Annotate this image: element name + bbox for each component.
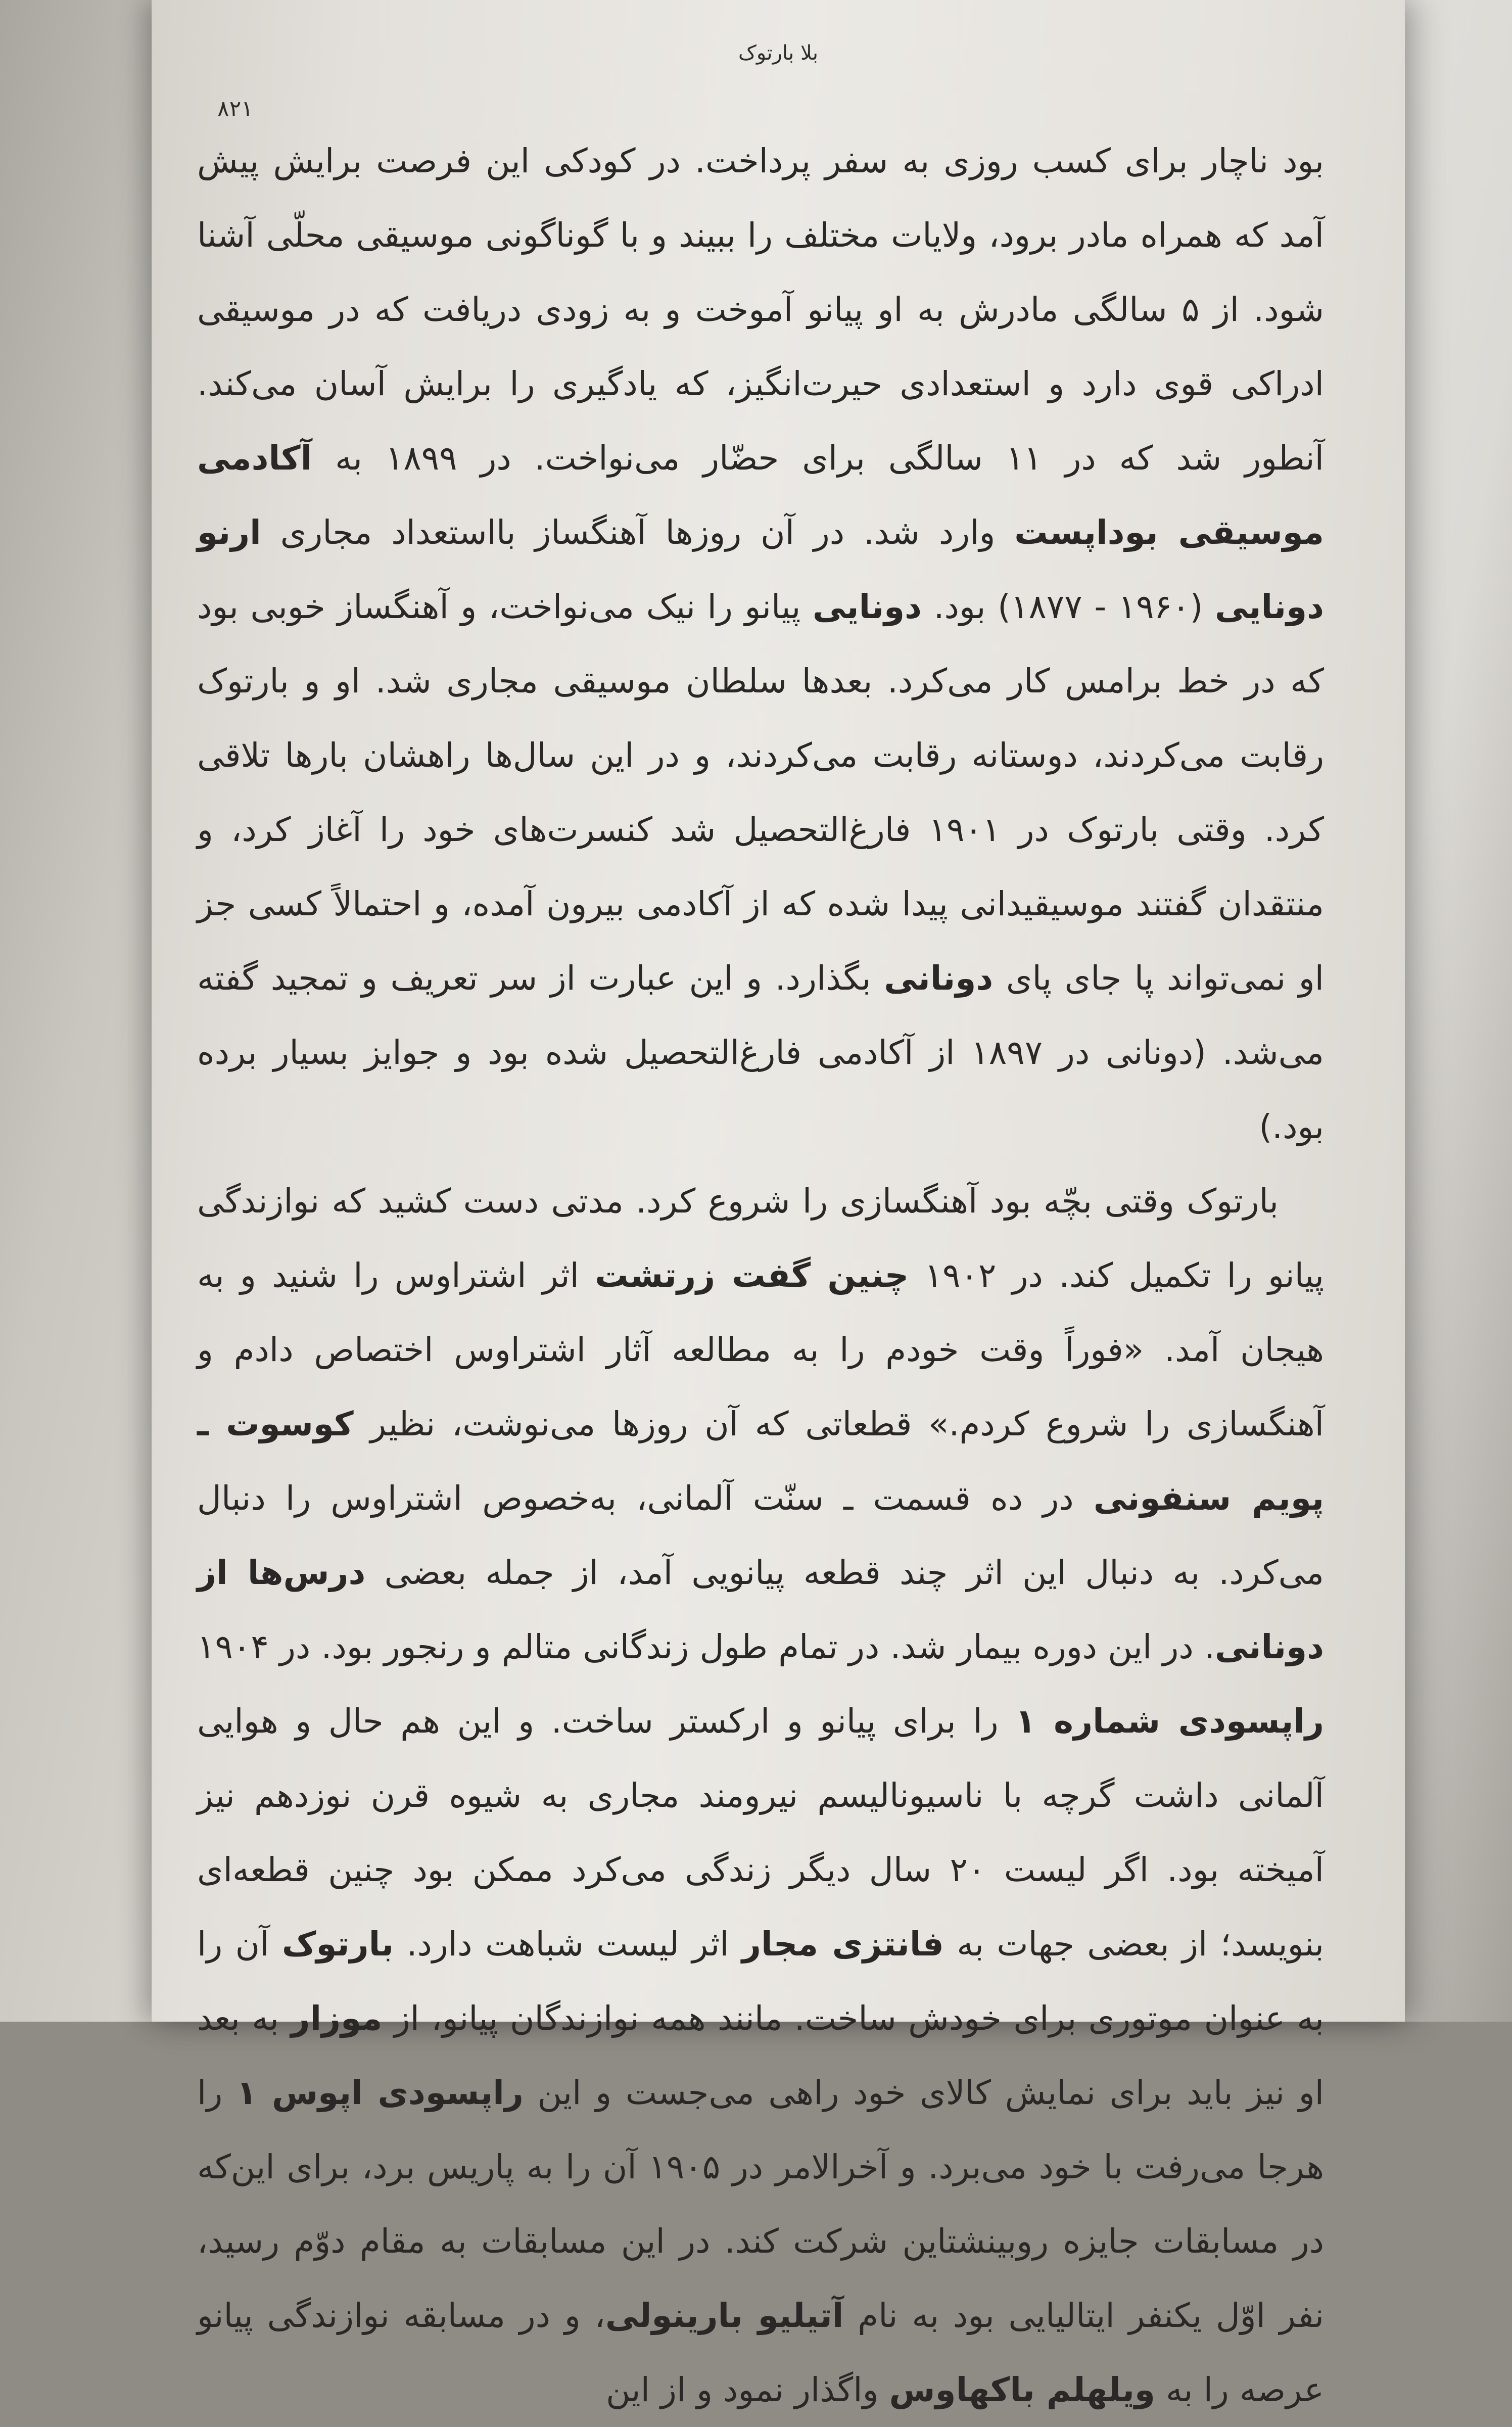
bold-term: آتیلیو بارینولی <box>605 2296 844 2335</box>
bold-term: ویلهلم باکهاوس <box>889 2370 1155 2409</box>
text-segment: ، و در مسابقه نوازندگی پیانو عرصه را به <box>197 2296 1324 2409</box>
book-page <box>152 0 1405 2409</box>
text-segment: بود ناچار برای کسب روزی به سفر پرداخت. در کودکی این فرصت برایش پیش آمد که همراه مادر برود، ولایات مختلف را ببیند و با گوناگونی موسیقی محلّی آشنا شود. از ۵ سالگی مادرش به او پیانو آموخت و به زودی دریافت که در موسیقی ادراکی قوی دارد و استعدادی حیرت‌انگیز، که یادگیری را برایش آسان می‌کند. آنطور شد که در ۱۱ سالگی برای حضّار می‌نواخت. در ۱۸۹۹ به <box>197 142 1325 478</box>
text-segment: را هرجا می‌رفت با خود می‌برد. و آخرالامر در ۱۹۰۵ آن را به پاریس برد، برای این‌که در مسابقات جایزه روبینشتاین شرکت کند. در این مسابقات به مقام دوّم رسید، نفر اوّل یکنفر ایتالیایی بود به نام <box>197 2073 1325 2335</box>
text-segment: . در این دوره بیمار شد. در تمام طول زندگانی متالم و رنجور بود. در ۱۹۰۴ <box>197 1627 1215 1666</box>
text-segment: بارتوک وقتی بچّه بود آهنگسازی را شروع کرد. مدتی دست کشید که نوازندگی پیانو را تکمیل کند. در ۱۹۰۲ <box>197 1182 1324 1295</box>
bold-term: موزار <box>291 1999 383 2038</box>
bold-term: کوسوت ـ پویم سنفونی <box>197 1405 1324 1518</box>
bold-term: فانتزی مجار <box>741 1925 944 1964</box>
text-segment: واگذار نمود و از این <box>606 2370 889 2409</box>
bold-term: راپسودی شماره ۱ <box>1015 1702 1324 1741</box>
paragraph-2 <box>197 1164 1324 2427</box>
bold-term: دونایی <box>813 587 922 626</box>
text-segment: را برای پیانو و ارکستر ساخت. و این هم حال و هوایی آلمانی داشت گرچه با ناسیونالیسم نیرومند مجاری به شیوه قرن نوزدهم نیز آمیخته بود. اگر لیست ۲۰ سال دیگر زندگی می‌کرد ممکن بود چنین قطعه‌ای بنویسد؛ از بعضی جهات به <box>197 1702 1325 1964</box>
bold-term: درس‌ها از دونانی <box>197 1553 1324 1666</box>
text-segment: اثر لیست شباهت دارد. <box>394 1925 742 1964</box>
text-segment: بگذارد. و این عبارت از سر تعریف و تمجید گفته می‌شد. (دونانی در ۱۸۹۷ از آکادمی فارغ‌التحصیل شده بود و جوایز بسیار برده بود.) <box>197 959 1325 1146</box>
text-segment: اثر اشتراوس را شنید و به هیجان آمد. «فوراً وقت خودم را به مطالعه آثار اشتراوس اختصاص دادم و آهنگسازی را شروع کردم.» قطعاتی که آن روزها می‌نوشت، نظیر <box>197 1256 1324 1443</box>
text-segment: آن را به عنوان موتوری برای خودش ساخت. مانند همه نوازندگان پیانو، از <box>197 1925 1324 2038</box>
text-segment: به بعد او نیز باید برای نمایش کالای خود راهی می‌جست و این <box>197 1999 1324 2112</box>
text-segment: (۱۹۶۰ - ۱۸۷۷) بود. <box>922 587 1215 626</box>
page-number: ۸۲۱ <box>217 96 253 122</box>
bold-term: ارنو دونایی <box>197 513 1325 626</box>
bold-term: چنین گفت زرتشت <box>595 1256 909 1295</box>
bold-term: دونانی <box>884 959 994 998</box>
text-segment: وارد شد. در آن روزها آهنگساز بااستعداد مجاری <box>261 513 1015 552</box>
running-header: بلا بارتوک <box>738 41 818 65</box>
text-segment: در ده قسمت ـ سنّت آلمانی، به‌خصوص اشتراوس را دنبال می‌کرد. به دنبال این اثر چند قطعه پیانویی آمد، از جمله بعضی <box>197 1479 1324 1592</box>
text-segment: پیانو را نیک می‌نواخت، و آهنگساز خوبی بود که در خط برامس کار می‌کرد. بعدها سلطان موسیقی مجاری شد. او و بارتوک رقابت می‌کردند، دوستانه رقابت می‌کردند، و در این سال‌ها راهشان بارها تلاقی کرد. وقتی بارتوک در ۱۹۰۱ فارغ‌التحصیل شد کنسرت‌های خود را آغاز کرد، و منتقدان گفتند موسیقیدانی پیدا شده که از آکادمی بیرون آمده، و احتمالاً کسی جز او نمی‌تواند پا جای پای <box>197 587 1324 998</box>
bold-term: راپسودی اپوس ۱ <box>236 2073 524 2112</box>
bold-term: آکادمی موسیقی بوداپست <box>197 439 1324 552</box>
body-text <box>197 124 1324 2427</box>
paragraph-1 <box>197 124 1324 1164</box>
bold-term: بارتوک <box>281 1925 394 1964</box>
